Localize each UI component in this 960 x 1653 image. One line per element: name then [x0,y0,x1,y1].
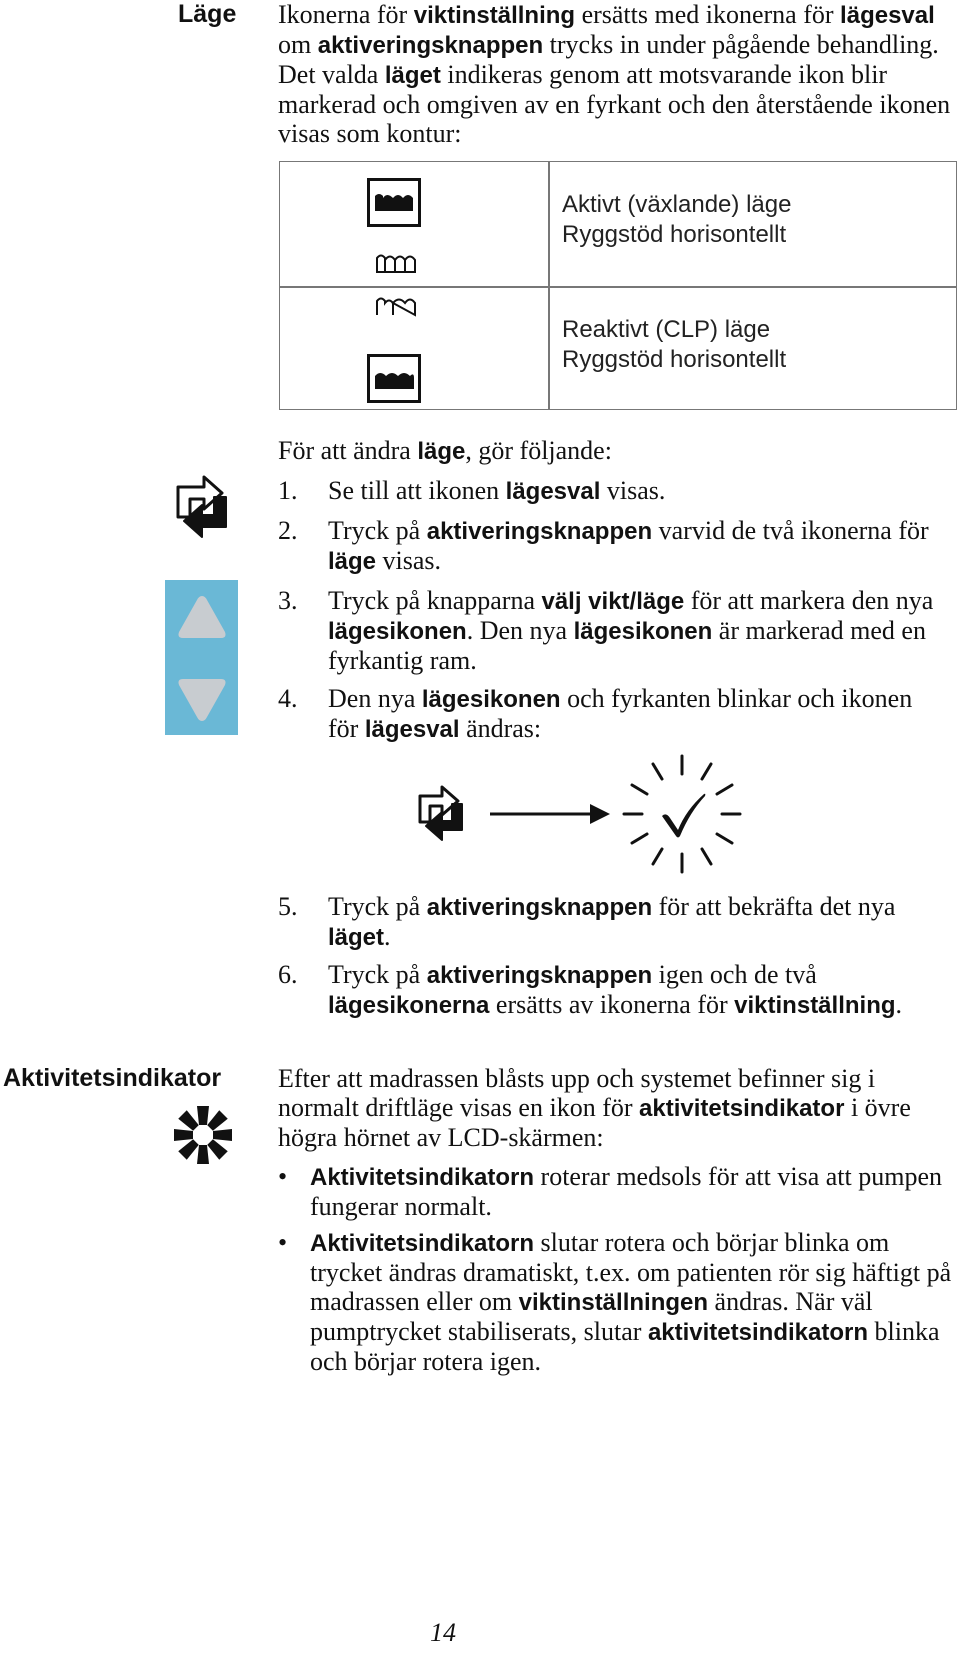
section-heading-activity: Aktivitetsindikator [3,1064,222,1092]
change-mode-intro: För att ändra läge, gör följande: [278,436,612,465]
table-row-2-text: Reaktivt (CLP) läge Ryggstöd horisontellt [562,316,787,373]
select-buttons-panel [165,580,238,735]
checkmark-burst-icon [624,756,740,872]
mode-change-illustration [410,754,745,879]
mode-select-icon [420,787,462,840]
table-row-1-text: Aktivt (växlande) läge Ryggstöd horisontellt [562,191,792,248]
mode-intro-paragraph: Ikonerna för viktinställning ersätts med ikonerna för lägesval om aktiveringsknappen trycks in under pågående behandling. Det valda läget indikeras genom att motsvarande ikon blir markerad och omgiven av en fyrkant och den återstående ikonen visas som kontur: [278,0,951,148]
activity-indicator-icon [172,1104,234,1166]
mode-select-icon [168,473,238,541]
active-mode-outline-icon [375,295,419,319]
reactive-mode-selected-icon [367,354,423,404]
page-number: 14 [430,1618,456,1647]
reactive-mode-outline-icon [375,252,419,276]
table-divider [280,286,956,288]
mode-table [279,161,957,410]
arrow-head [590,804,610,824]
down-arrow-button[interactable] [175,675,229,725]
section-heading-mode: Läge [178,0,237,28]
activity-intro-paragraph: Efter att madrassen blåsts upp och systemet befinner sig i normalt driftläge visas en ikon för aktivitetsindikator i övre högra hörnet av LCD-skärmen: [278,1064,911,1152]
active-mode-selected-icon [367,178,423,228]
up-arrow-button[interactable] [175,592,229,642]
